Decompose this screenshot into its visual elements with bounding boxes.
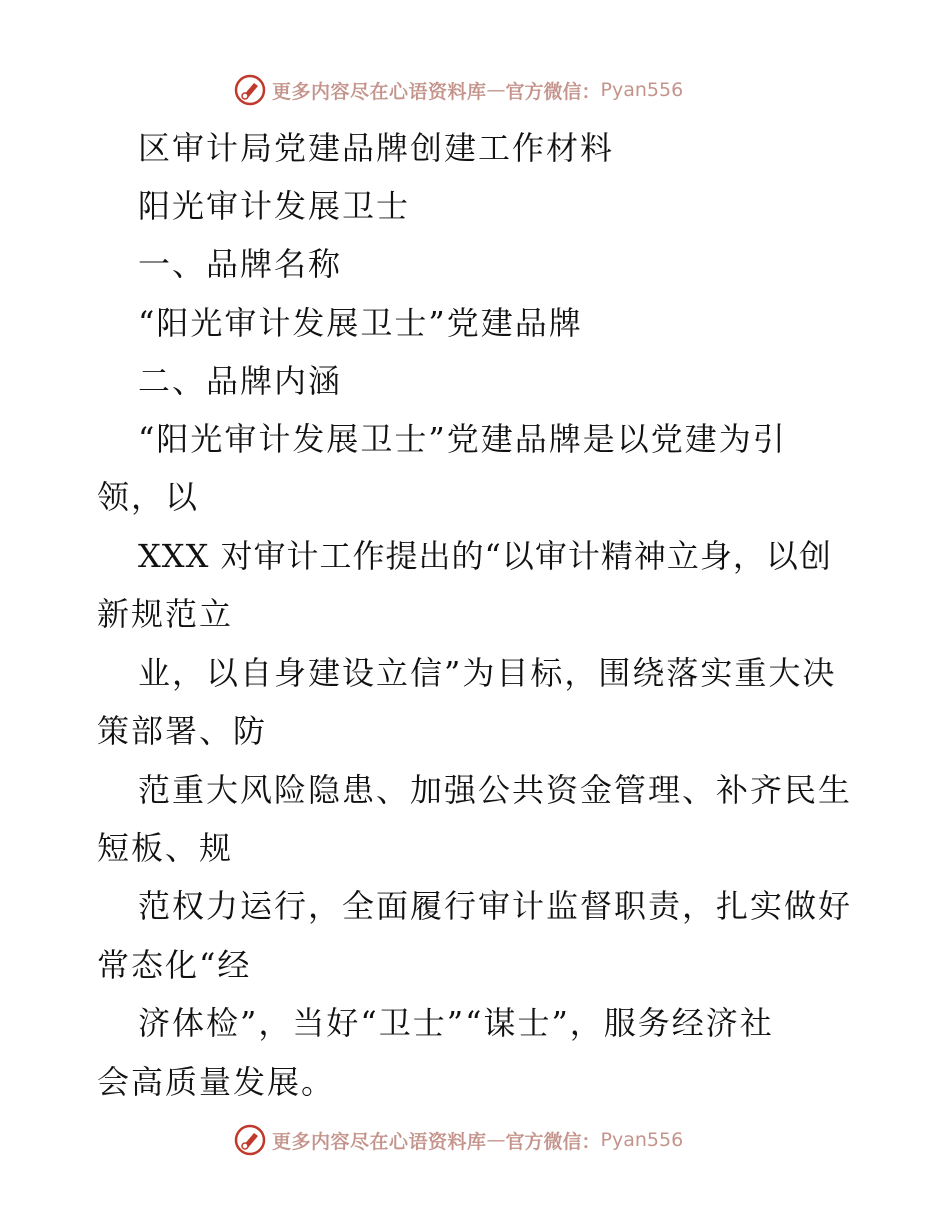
banner-separator: — [486, 1129, 506, 1151]
brand-logo-icon [234, 1124, 266, 1156]
banner-wechat-label: 官方微信： [505, 80, 601, 103]
banner-site-text: 更多内容尽在心语资料库 [272, 80, 487, 103]
paragraph-line: 领，以 [97, 478, 200, 516]
section-heading-1: 一、品牌名称 [138, 245, 343, 283]
paragraph-line: 业，以自身建设立信”为目标，围绕落实重大决 [138, 654, 837, 692]
document-title: 区审计局党建品牌创建工作材料 [138, 129, 615, 167]
paragraph-line: 短板、规 [97, 829, 234, 867]
banner-wechat-label: 官方微信： [505, 1130, 601, 1153]
paragraph-line: 济体检”，当好“卫士”“谋士”，服务经济社 [138, 1004, 774, 1042]
footer-banner [234, 1123, 683, 1157]
banner-site-text: 更多内容尽在心语资料库 [272, 1130, 487, 1153]
banner-wechat-id: Pyan556 [600, 1129, 684, 1151]
banner-wechat-id: Pyan556 [600, 79, 684, 101]
brand-logo-icon [234, 74, 266, 106]
header-banner [234, 73, 683, 107]
paragraph-line: XXX 对审计工作提出的“以审计精神立身，以创 [138, 537, 832, 575]
paragraph-line: 常态化“经 [97, 946, 252, 984]
paragraph-line: 新规范立 [97, 595, 234, 633]
paragraph-line: “阳光审计发展卫士”党建品牌 [138, 304, 583, 342]
document-subtitle: 阳光审计发展卫士 [138, 187, 411, 225]
paragraph-line: 会高质量发展。 [97, 1063, 336, 1101]
section-heading-2: 二、品牌内涵 [138, 362, 343, 400]
paragraph-line: 策部署、防 [97, 712, 268, 750]
paragraph-line: 范权力运行，全面履行审计监督职责，扎实做好 [138, 887, 853, 925]
paragraph-line: “阳光审计发展卫士”党建品牌是以党建为引 [138, 420, 787, 458]
banner-separator: — [486, 79, 506, 101]
paragraph-line: 范重大风险隐患、加强公共资金管理、补齐民生 [138, 771, 853, 809]
